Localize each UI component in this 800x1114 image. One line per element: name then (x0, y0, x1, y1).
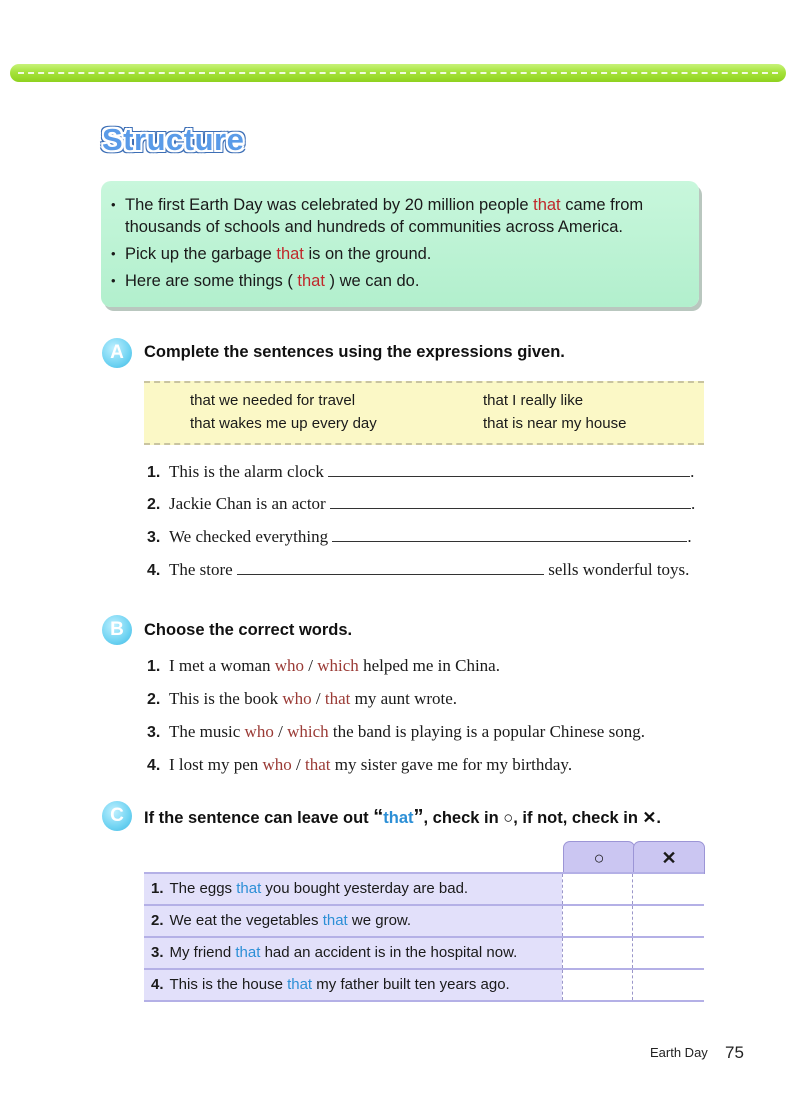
choice-option[interactable]: who (262, 755, 292, 774)
check-cell-cross[interactable] (632, 874, 703, 904)
choice-option[interactable]: who (282, 689, 312, 708)
expression-item: that is near my house (483, 415, 627, 432)
circle-icon: ○ (503, 809, 514, 827)
check-cell-circle[interactable] (562, 874, 633, 904)
question-b3: 3. The music who / which the band is playing is a popular Chinese song. (147, 722, 645, 741)
choice-option[interactable]: who (244, 722, 274, 741)
answer-blank[interactable] (332, 527, 687, 542)
decorative-top-band (10, 64, 786, 82)
section-a-instruction: Complete the sentences using the expressions given. (144, 343, 565, 361)
check-cell-circle[interactable] (562, 906, 633, 936)
structure-example-box (101, 181, 699, 307)
question-a4: 4. The store sells wonderful toys. (147, 560, 690, 579)
choice-option[interactable]: which (287, 722, 329, 741)
section-c-instruction: If the sentence can leave out “that”, check in ○, if not, check in ✕. (144, 806, 661, 828)
cross-icon: ✕ (642, 809, 657, 827)
section-c-badge: C (102, 801, 132, 831)
question-a3: 3. We checked everything . (147, 527, 692, 546)
expression-item: that I really like (483, 392, 584, 409)
table-row: 2. We eat the vegetables that we grow. (144, 904, 704, 936)
question-b1: 1. I met a woman who / which helped me in China. (147, 656, 500, 675)
question-a2: 2. Jackie Chan is an actor . (147, 494, 696, 513)
question-b2: 2. This is the book who / that my aunt wrote. (147, 689, 458, 708)
structure-example: • Here are some things ( that ) we can do. (111, 270, 699, 292)
question-a1: 1. This is the alarm clock . (147, 462, 695, 481)
page-number: 75 (725, 1043, 744, 1062)
check-cell-cross[interactable] (632, 906, 703, 936)
check-cell-cross[interactable] (632, 938, 703, 968)
check-cell-circle[interactable] (562, 938, 633, 968)
answer-blank[interactable] (328, 462, 690, 477)
section-b-instruction: Choose the correct words. (144, 621, 353, 639)
section-a-badge: A (102, 338, 132, 368)
choice-option[interactable]: that (305, 755, 331, 774)
choice-option[interactable]: which (317, 656, 359, 675)
structure-example: • Pick up the garbage that is on the ground. (111, 243, 699, 265)
structure-example: • The first Earth Day was celebrated by 20 million people that came from thousands of schools and hundreds of communities across America. (111, 194, 699, 238)
column-header-circle: ○ (563, 841, 635, 874)
choice-option[interactable]: who (274, 656, 305, 675)
choice-option[interactable]: that (324, 689, 351, 708)
page-title: Structure (102, 122, 245, 157)
footer-chapter-label: Earth Day (650, 1045, 708, 1060)
question-b4: 4. I lost my pen who / that my sister gave me for my birthday. (147, 755, 573, 774)
table-row: 1. The eggs that you bought yesterday are bad. (144, 872, 704, 904)
column-header-cross: ✕ (633, 841, 705, 874)
check-cell-cross[interactable] (632, 970, 703, 1000)
answer-blank[interactable] (330, 494, 691, 509)
expression-box (144, 381, 704, 445)
table-row: 4. This is the house that my father built ten years ago. (144, 968, 704, 1002)
answer-blank[interactable] (237, 560, 544, 575)
section-b-badge: B (102, 615, 132, 645)
expression-item: that we needed for travel (190, 392, 356, 409)
check-cell-circle[interactable] (562, 970, 633, 1000)
expression-item: that wakes me up every day (190, 415, 377, 432)
table-row: 3. My friend that had an accident is in the hospital now. (144, 936, 704, 968)
